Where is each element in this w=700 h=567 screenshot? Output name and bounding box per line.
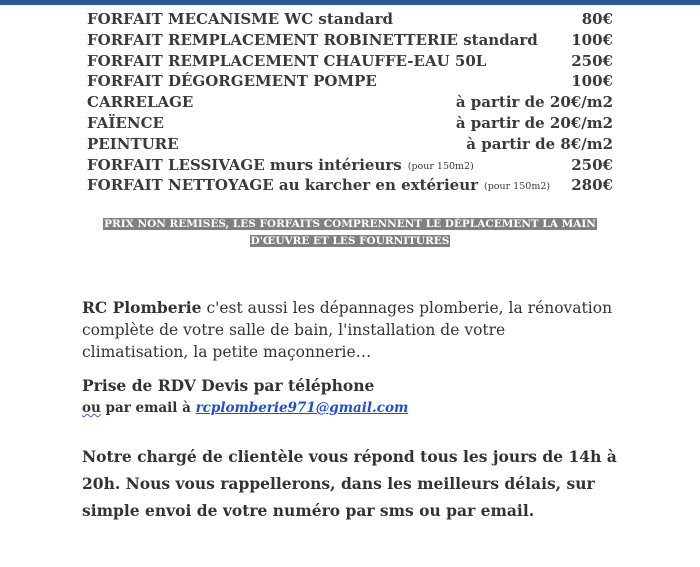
- price-value: 80€: [581, 10, 613, 28]
- price-value: à partir de 8€/m2: [466, 134, 613, 153]
- pricing-notice: [95, 216, 605, 250]
- price-note: (pour 150m2): [407, 160, 474, 172]
- price-row: [87, 71, 613, 92]
- price-label: PEINTURE: [87, 134, 179, 153]
- email-link[interactable]: rcplomberie971@gmail.com: [195, 400, 409, 416]
- intro-paragraph: RC Plomberie c'est aussi les dépannages plomberie, la rénovation complète de votre salle de bain, l'installation de votre climatisation, la petite maçonnerie…: [82, 298, 613, 361]
- hours-paragraph: Notre chargé de clientèle vous répond tous les jours de 14h à 20h. Nous vous rappellerons, dans les meilleurs délais, sur simple envoi de votre numéro par sms ou par email.: [82, 447, 617, 520]
- price-label: CARRELAGE: [87, 93, 194, 112]
- price-row: [87, 30, 613, 51]
- price-row: [87, 51, 613, 72]
- price-row: [87, 92, 613, 113]
- price-list: [87, 9, 613, 196]
- price-value: 250€: [571, 51, 613, 70]
- or-word: ou: [82, 400, 101, 416]
- price-row: [87, 134, 613, 155]
- email-line: ou par email à rcplomberie971@gmail.com: [82, 400, 409, 416]
- price-value: 250€: [571, 155, 613, 174]
- notice-line-1: PRIX NON REMISÉS, LES FORFAITS COMPRENNENT LE DÉPLACEMENT LA MAIN: [104, 218, 596, 230]
- price-row: [87, 9, 613, 30]
- price-row: [87, 175, 613, 196]
- price-value: à partir de 20€/m2: [455, 113, 613, 132]
- price-value: à partir de 20€/m2: [455, 93, 613, 112]
- price-row: [87, 113, 613, 134]
- price-value: 280€: [571, 176, 613, 195]
- company-name: RC Plomberie: [82, 298, 202, 317]
- rdv-heading: Prise de RDV Devis par téléphone: [82, 376, 375, 395]
- price-label: FORFAIT LESSIVAGE murs intérieurs (pour 150m2): [87, 155, 474, 174]
- price-value: 100€: [571, 72, 613, 91]
- top-border: [0, 0, 700, 5]
- price-label: FAÏENCE: [87, 113, 164, 132]
- price-value: 100€: [571, 30, 613, 49]
- price-label: FORFAIT DÉGORGEMENT POMPE: [87, 72, 377, 91]
- notice-line-2: D'ŒUVRE ET LES FOURNITURES: [250, 235, 450, 247]
- price-label: FORFAIT REMPLACEMENT ROBINETTERIE standard: [87, 30, 538, 49]
- price-label: FORFAIT REMPLACEMENT CHAUFFE-EAU 50L: [87, 51, 487, 70]
- price-row: [87, 155, 613, 176]
- price-label: FORFAIT NETTOYAGE au karcher en extérieur (pour 150m2): [87, 176, 551, 195]
- price-label: FORFAIT MECANISME WC standard: [87, 10, 394, 28]
- price-note: (pour 150m2): [484, 181, 551, 193]
